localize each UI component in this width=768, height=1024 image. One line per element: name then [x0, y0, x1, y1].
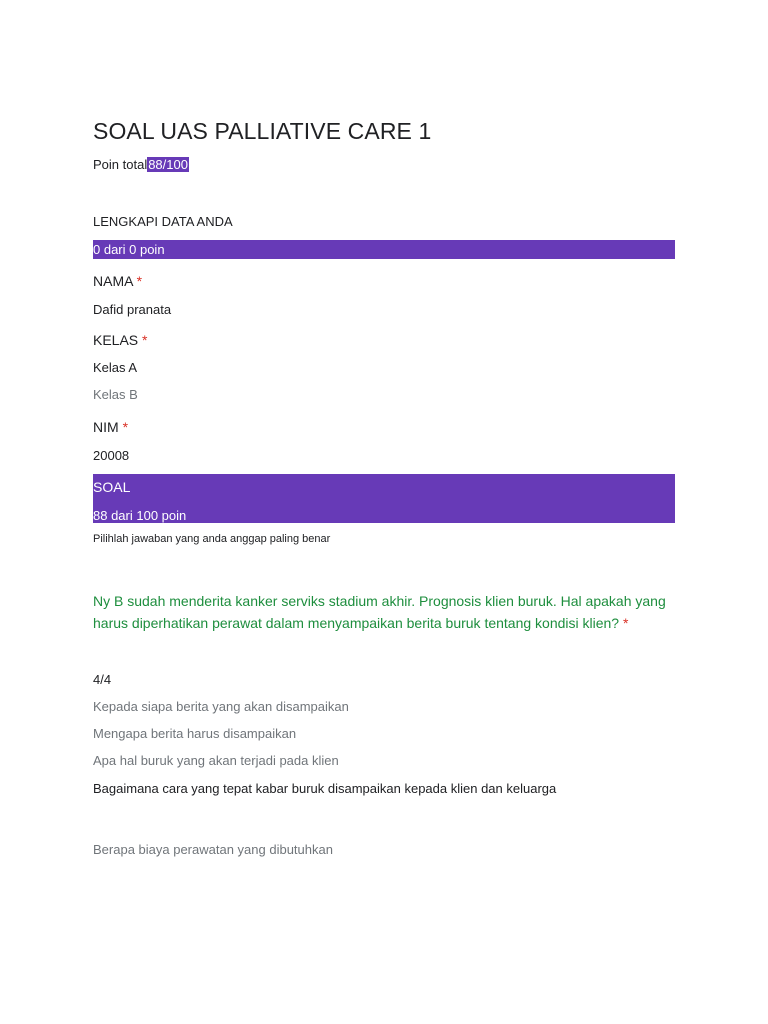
kelas-option-selected: Kelas A — [93, 360, 138, 375]
section-points-soal: 88 dari 100 poin — [93, 508, 187, 523]
question-1-option-2: Mengapa berita harus disampaikan — [93, 726, 297, 741]
section-header-soal — [93, 474, 675, 523]
kelas-label: KELAS — [93, 332, 139, 348]
total-points-score: 88/100 — [148, 157, 188, 172]
required-marker: * — [136, 273, 143, 289]
question-1-score: 4/4 — [93, 672, 112, 687]
question-1-option-1: Kepada siapa berita yang akan disampaikan — [93, 699, 349, 714]
required-marker: * — [622, 615, 629, 631]
question-label-nama — [93, 273, 142, 289]
question-1-text — [93, 590, 675, 634]
question-1-body: Ny B sudah menderita kanker serviks stadium akhir. Prognosis klien buruk. Hal apakah yang harus diperhatikan perawat dalam menyampaikan berita buruk tentang kondisi klien? — [93, 593, 666, 631]
question-1-option-3: Apa hal buruk yang akan terjadi pada klien — [93, 753, 339, 768]
total-points-label: Poin total — [93, 157, 148, 172]
section-points-bar-data — [93, 240, 675, 259]
required-marker: * — [142, 332, 148, 348]
nama-label: NAMA — [93, 273, 133, 289]
section-title-soal: SOAL — [93, 479, 131, 495]
nama-answer: Dafid pranata — [93, 302, 172, 317]
question-label-kelas — [93, 332, 147, 348]
kelas-option-other: Kelas B — [93, 387, 138, 402]
section-title-data: LENGKAPI DATA ANDA — [93, 214, 233, 229]
total-points-line — [93, 157, 189, 172]
section-instruction: Pilihlah jawaban yang anda anggap paling benar — [93, 533, 331, 545]
form-title: SOAL UAS PALLIATIVE CARE 1 — [93, 118, 432, 144]
required-marker: * — [122, 419, 129, 435]
question-label-nim — [93, 419, 128, 435]
nim-answer: 20008 — [93, 448, 130, 463]
section-points-data: 0 dari 0 poin — [93, 242, 165, 257]
nim-label: NIM — [93, 419, 119, 435]
question-1-option-selected: Bagaimana cara yang tepat kabar buruk disampaikan kepada klien dan keluarga — [93, 781, 557, 796]
question-1-option-5: Berapa biaya perawatan yang dibutuhkan — [93, 842, 333, 857]
